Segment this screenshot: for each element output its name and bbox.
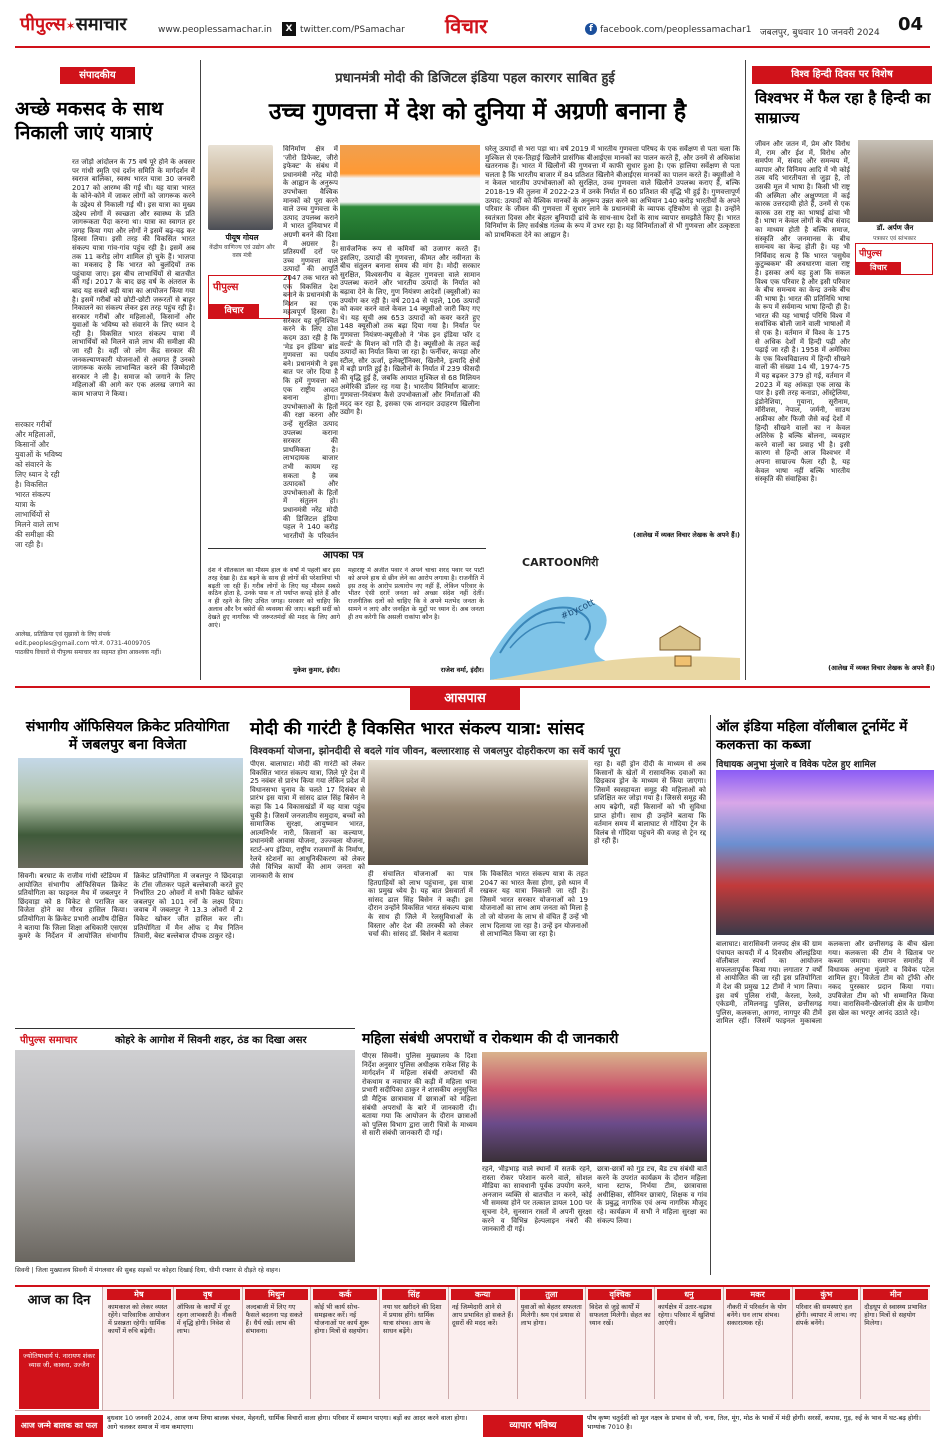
footer-disclaimer: पाठकीय विचारों से पीपुल्स समाचार का सहमत होना आवश्यक नहीं। (15, 649, 162, 656)
zodiac-card (311, 1287, 380, 1399)
zodiac-card (243, 1287, 312, 1399)
box-section: विचार (209, 304, 259, 318)
zodiac-card (449, 1287, 518, 1399)
seoni-header (15, 1028, 355, 1048)
editorial-footer (15, 630, 195, 657)
zodiac-name: कर्क (313, 1289, 377, 1300)
main-col4: घरेलू उत्पादों से भरा पड़ा था। वर्ष 2019 में भारतीय गुणवत्ता परिषद के एक सर्वेक्षण से पता चला कि मुश्किल से एक-तिहाई खिलौने प्रासंगिक बीआईएस मानकों का पालन करते हैं, और उनमें से अधिकांश खतरनाक हैं। भारत में खिलौनों की गुणवत्ता में काफी सुधार हुआ है। एक हालिया सर्वेक्षण से पता चलता है कि भारतीय बाजार में 84 प्रतिशत खिलौने बीआईएस मानकों का पालन करते हैं। क्यूसीओ ने न केवल भारतीय उपभोक्ताओं को सुरक्षित, उच्च गुणवत्ता वाले खिलौने उपलब्ध कराए हैं, बल्कि 2018-19 की तुलना में 2022-23 में उनके निर्यात में 60 प्रतिशत की वृद्धि भी हुई है। गुणवत्तापूर्ण उत्पाद: उत्पादों को वैश्विक मानकों के अनुरूप उन्नत करने का अभियान 140 करोड़ भारतीयों के अपने परिवार के जीवन की गुणवत्ता में सुधार लाने के प्रधानमंत्री के व्यापक दृष्टिकोण से जुड़ा है। उन्होंने स्वतंत्रता दिवस और बेहतर बुनियादी ढांचे के साथ-साथ देशों के साथ व्यापार समझौते किए हैं। भारत विनिर्माण के लिए सर्वश्रेष्ठ गंतव्य के रूप में उभर रहा है। यह विनिर्माताओं से भी गुणवत्ता और उत्कृष्टता को प्राथमिकता देने का आह्वान है। (485, 145, 740, 239)
letters-title: आपका पत्र (322, 550, 364, 561)
editorial-title: अच्छे मकसद के साथ निकाली जाएं यात्राएं (15, 98, 164, 144)
divider (200, 60, 201, 680)
aaj-band-label: आज जन्मे बालक का फल (15, 1415, 103, 1437)
zodiac-text: नौकरी में परिवर्तन के योग बनेंगे। धन लाभ संभव। सकारात्मक रहें। (726, 1303, 787, 1327)
page-number: 04 (898, 14, 924, 35)
modi-title: मोदी की गारंटी है विकसित भारत संकल्प यात्रा: सांसद (250, 719, 584, 739)
zodiac-name: धनु (657, 1289, 721, 1300)
letter-2: महाराष्ट्र में अजीत पवार ने अपने चाचा शरद पवार पर पार्टी को अपने हाथ से छीन लेने का आरोप लगाया है। राजनीति में इस तरह के आरोप प्रत्यारोप नए नहीं हैं, लेकिन परिवार के भीतर ऐसी दरारें जनता को अच्छा संदेश नहीं देतीं। राजनीतिक दलों को चाहिए कि वे अपने मतभेद जनता के सामने न लाएं और जनहित के मुद्दों पर ध्यान दें। अब जनता ही तय करेगी कि असली राकांपा कौन है। (348, 567, 484, 621)
zodiac-name: कन्या (451, 1289, 515, 1300)
horoscope (15, 1285, 930, 1410)
zodiac-card (724, 1287, 793, 1399)
vyapar-text: पौष कृष्ण चतुर्दशी को मूल नक्षत्र के प्रभाव से जौ, चना, तिल, मूंग, मोठ के भावों में मंदी होगी। सरसों, कपास, गुड़, रुई के भाव में घट-बढ़ होगी। भाग्यांक 7010 है। (587, 1414, 921, 1431)
cartoon-tag: #bycott (559, 597, 597, 623)
letters-box (208, 548, 486, 680)
aaspaas-title: आसपास (410, 688, 520, 710)
zodiac-text: कामकाज को लेकर व्यस्त रहेंगे। पारिवारिक आयोजन में प्रसन्नता रहेगी। धार्मिक कार्यों में रुचि बढ़ेगी। (108, 1303, 170, 1335)
author-name: पीयूष गोयल (225, 233, 259, 242)
vyapar-label: व्यापार भविष्य (483, 1415, 583, 1437)
letter-1: देश ने शीतकाल का मौसम हाल के वर्षों में पहली बार इस तरह देखा है। ठंड बढ़ने के साथ ही लोगों की परेशानियां भी बढ़ती जा रही हैं। गरीब लोगों के लिए यह मौसम सबसे कठिन होता है, उनके पास न तो पर्याप्त कपड़े होते हैं और न ही रहने के लिए उचित जगह। सरकार को चाहिए कि अलाव और रैन बसेरों की व्यवस्था की जाए। बढ़ती सर्दी को देखते हुए नागरिक भी जरूरतमंदों की मदद के लिए आगे आएं। (208, 567, 340, 629)
zodiac-card (174, 1287, 243, 1399)
zodiac-text: विदेश से जुड़े कार्यों में सफलता मिलेगी। सेहत का ध्यान रखें। (589, 1303, 651, 1327)
facebook-icon: f (585, 23, 597, 35)
footer-email[interactable]: edit.peoples@gmail.com फो.नं. 0731-4009705 (15, 640, 151, 647)
cartoon (490, 550, 740, 680)
volley-body: बालाघाट। वारासिवनी जनपद क्षेत्र की ग्राम पंचायत कायदी में 4 दिवसीय ऑलइंडिया वॉलीबाल स्पर्धा का आयोजन सफलतापूर्वक किया गया। लगातार 7 वर्षों से आयोजित की जा रही इस प्रतियोगिता में देश की प्रमुख 12 टीमों ने भाग लिया। इस वर्ष पुलिस रांची, केरला, रेलवे, एकेडमी, तमिलनाडु पुलिस, छत्तीसगढ़ पुलिस, कलकत्ता, आगरा, नागपुर की टीमें शामिल रहीं। जिसमें फाइनल मुकाबला कलकत्ता और छत्तीसगढ़ के बीच खेला गया। कलकत्ता की टीम ने खिताब पर कब्जा जमाया। समापन समारोह में विधायक अनुभा मुंजारे व विवेक पटेल शामिल हुए। विजेता टीम को ट्रॉफी और नकद पुरस्कार प्रदान किया गया। उपविजेता टीम को भी सम्मानित किया गया। वारासिवनी-खैरलांजी क्षेत्र के ग्रामीण इस खेल का भरपूर आनंद उठाते रहे। (716, 940, 934, 1026)
zodiac-text: कार्यक्षेत्र में उतार-चढ़ाव रहेगा। परिवार में खुशियां आएंगी। (658, 1303, 715, 1327)
seoni-logo: पीपुल्स समाचार (20, 1035, 78, 1046)
zodiac-name: तुला (520, 1289, 584, 1300)
hindi-box-section: विचार (856, 262, 901, 274)
zodiac-card (105, 1287, 174, 1399)
twitter-link[interactable]: twitter.com/PSamachar (300, 25, 405, 35)
zodiac-text: ऑफिस के कार्यों में दूर रहना लाभकारी है। नौकरी में वृद्धि होगी। निवेश से लाभ। (176, 1303, 237, 1335)
zodiac-text: परिवार की समस्याएं हल होंगी। व्यापार में लाभ। नए संपर्क बनेंगे। (795, 1303, 857, 1327)
volley-subtitle: विधायक अनुभा मुंजारे व विवेक पटेल हुए शामिल (716, 760, 876, 770)
box-logo: पीपुल्स (213, 282, 239, 293)
zodiac-card (655, 1287, 724, 1399)
twitter-icon: X (282, 22, 296, 36)
zodiac-card (586, 1287, 655, 1399)
divider (710, 715, 711, 1275)
seoni-title: कोहरे के आगोश में सिवनी शहर, ठंड का दिखा असर (115, 1035, 307, 1046)
modi-col2: ही संचालित योजनाओं का पात्र हितग्राहियों को लाभ पहुंचाना, इस यात्रा का प्रमुख ध्येय है। यह बात प्रेसवार्ता में सांसद ढाल सिंह बिसेन ने कही। इस दौरान उन्होंने विकसित भारत संकल्प यात्रा के साथ ही जिले में रेलसुविधाओं के विस्तार और देश की तरक्की को लेकर चर्चा की। सांसद डॉ. बिसेन ने बताया (368, 870, 473, 939)
aaj-box (15, 1287, 103, 1412)
hindi-box-logo: पीपुल्स (859, 249, 882, 259)
zodiac-card (861, 1287, 930, 1399)
bottom-band (15, 1410, 930, 1440)
editorial-tag: संपादकीय (60, 67, 135, 84)
divider (745, 60, 746, 680)
women-title: महिला संबंधी अपराधों व रोकथाम की दी जानकारी (362, 1031, 619, 1047)
zodiac-name: वृश्चिक (588, 1289, 652, 1300)
women-photo (482, 1052, 707, 1162)
logo-part-b: समाचार (75, 14, 127, 35)
issue-date: जबलपुर, बुधवार 10 जनवरी 2024 (760, 28, 880, 38)
women-col2: रहने, भीड़भाड़ वाले स्थानों में सतर्क रहने, रास्ता रोकर परेशान करने वाले, सोशल मीडिया का सावधानी पूर्वक उपयोग करने, अनजान व्यक्ति से बातचीत न करने, कोई भी समस्या होने पर तत्काल डायल 100 पर सूचना देने, सुनसान रास्तों में अपनी सुरक्षा करने व विभिन्न हेल्पलाइन नंबरों की जानकारी दी गई। (482, 1165, 592, 1234)
letter-1-signature: मुकेश कुमार, इंदौर। (293, 666, 340, 674)
logo-part-a: पीपुल्स (20, 14, 66, 35)
zodiac-name: सिंह (382, 1289, 446, 1300)
editorial-body: रत जोड़ो आंदोलन के 75 वर्ष पूरे होने के अवसर पर गांधी स्मृति एवं दर्शन समिति के मार्गदर्शन में स्वराज बालिका, स्वस्थ भारत यात्रा 30 जनवरी 2017 को आरम्भ की गई थी। यह यात्रा भारत के कोने-कोने में जाकर लोगों को जागरूक करने के उद्देश्य से निकाली गई थी। इस यात्रा का मुख्य उद्देश्य लोगों में स्वच्छता और स्वास्थ्य के प्रति जागरूकता पैदा करना था। यात्रा का स्वागत हर जगह किया गया और लोगों ने इसमें बढ़-चढ़ कर हिस्सा लिया। इसी तरह की विकसित भारत संकल्प यात्रा गांव-गांव पहुंच रही है। इसमें अब तक 11 करोड़ लोग शामिल हो चुके हैं। भाजपा का मकसद है कि भारत को बुलंदियों तक पहुंचाया जाए। इस बीच लाभार्थियों से बातचीत की गई। 2017 के बाद छह वर्ष के अंतराल के बाद यह सबसे बड़ी यात्रा का आयोजन किया गया है। इसमें गरीबों को छोटी-छोटी जरूरतों से बाहर निकालने का संकल्प लेकर इस तरह पहुंच रही है। सरकार गरीबों और महिलाओं, किसानों और युवाओं के भविष्य को संवारने के लिए ध्यान दे रही है। विकसित भारत संकल्प यात्रा में लाभार्थियों को मिलने वाले लाभ की समीक्षा की जा रही है। वहीं जो लोग केंद्र सरकार की जनकल्याणकारी योजनाओं से अवगत हैं उनको जागरूक करके लाभान्वित करने की जिम्मेदारी सरकार ने ली है। समाज को जगाने के लिए महिलाओं की आगे कर एक अलख जगाने का काम भाजपा ने किया। (72, 158, 195, 399)
section-title: विचार (445, 14, 488, 38)
aaj-astrologer: ज्योतिषाचार्य पं. नारायण शंकर व्यास जी, काकरा, उज्जैन (19, 1349, 99, 1409)
seoni-photo (15, 1050, 355, 1262)
aaspaas-band (15, 686, 930, 710)
main-title: उच्च गुणवत्ता में देश को दुनिया में अग्रणी बनाना है (268, 99, 687, 125)
zodiac-name: मेष (107, 1289, 171, 1300)
hindi-day-tag: विश्व हिन्दी दिवस पर विशेष (752, 66, 932, 84)
main-col2: विनिर्माण क्षेत्र में 'जीरो डिफेक्ट, जीरो इफेक्ट' के संबंध में प्रधानमंत्री नरेंद्र मोदी के आह्वान के अनुरूप उपभोक्ता वैश्विक मानकों को पूरा करने वाले उच्च गुणवत्ता के उत्पाद उपलब्ध कराने में भारत दुनियाभर में अग्रणी बनने की दिशा में अग्रसर है। प्रतिस्पर्धी दरों पर उच्च गुणवत्ता वाले उत्पादों की आपूर्ति 2047 तक भारत को एक विकसित देश बनाने के प्रधानमंत्री के मिशन का एक महत्वपूर्ण हिस्सा है। सरकार यह सुनिश्चित करने के लिए ठोस कदम उठा रही है कि 'मेड इन इंडिया' ब्रांड गुणवत्ता का पर्याय बने। प्रधानमंत्री ने इस बात पर जोर दिया है कि हमें गुणवत्ता को एक राष्ट्रीय आदत बनाना होगा। उपभोक्ताओं के हितों की रक्षा करना और उन्हें सुरक्षित उत्पाद उपलब्ध कराना सरकार की प्राथमिकता है। लाभदायक बाजार तभी कायम रह सकता है जब उत्पादकों और उपभोक्ताओं के हितों में संतुलन हो। प्रधानमंत्री नरेंद्र मोदी की डिजिटल इंडिया पहल ने 140 करोड़ भारतीयों के परिवर्तन (283, 145, 338, 540)
zodiac-name: मिथुन (245, 1289, 309, 1300)
facebook-link[interactable]: facebook.com/peoplessamachar1 (600, 25, 752, 35)
main-col3: सार्वजनिक रूप से कमियों को उजागर करते हैं। इसलिए, उत्पादों की गुणवत्ता, कीमत और नवीनता के बीच संतुलन बनाना समय की मांग है। मोदी सरकार सुरक्षित, विश्वसनीय व बेहतर गुणवत्ता वाले सामान उपलब्ध कराने और भारतीय उत्पादों के निर्यात को बढ़ावा देने के लिए, गुण नियंत्रण आदेशों (क्यूसीओ) का उपयोग कर रही है। वर्ष 2014 से पहले, 106 उत्पादों को कवर करने वाले केवल 14 क्यूसीओ जारी किए गए थे। यह सूची अब 653 उत्पादों को कवर करते हुए 148 क्यूसीओ तक बढ़ा दिया गया है। निर्यात पर गुणवत्ता नियंत्रण-क्यूसीओ ने 'मेक इन इंडिया फॉर द वर्ल्ड' के मिशन को गति दी है। क्यूसीओ के तहत कई उत्पादों का निर्यात किया जा रहा है। फर्नीचर, कपड़ा और स्टील, सौर ऊर्जा, इलेक्ट्रॉनिक्स, खिलौने, इत्यादि क्षेत्रों में बड़ी प्रगति हुई है। खिलौनों के निर्यात में 239 फीसदी की वृद्धि हुई है, जबकि आयात मुश्किल से 68 मिलियन अमेरिकी डॉलर रह गया है। भारतीय विनिर्माण बाजार: गुणवत्ता-नियंत्रण कैसे उपभोक्ताओं और निर्माताओं की मदद कर रहा है, इसका एक शानदार उदाहरण खिलौना उद्योग है। (340, 245, 480, 417)
cricket-photo (18, 758, 243, 868)
zodiac-text: युवाओं को बेहतर सफलता मिलेगी। श्रम एवं प्रयास से लाभ होगा। (520, 1303, 582, 1327)
zodiac-text: जल्दबाजी में लिए गए फैसले बदलना पड़ सकते हैं। धैर्य रखें। लाभ की संभावना। (245, 1303, 303, 1335)
author-role: केंद्रीय वाणिज्य एवं उद्योग और वस्त्र मंत्री (209, 244, 275, 259)
hindi-author-role: पत्रकार एवं स्तंभकार (873, 236, 916, 242)
seoni-caption: सिवनी | जिला मुख्यालय सिवनी में मंगलवार की सुबह सड़कों पर कोहरा दिखाई दिया, धीमी रफ्तार से दौड़ते रहे वाहन। (15, 1267, 281, 1274)
footer-contact: आलेख, प्रतिक्रिया एवं सुझावों के लिए संपर्क (15, 631, 111, 638)
zodiac-text: नया घर खरीदने की दिशा में प्रयास होंगे। धार्मिक यात्रा संभव। आय के साधन बढ़ेंगे। (383, 1303, 442, 1335)
modi-subtitle: विश्वकर्मा योजना, झोनदीदी से बदले गांव जीवन, बल्लारशाह से जबलपुर दोहरीकरण का सर्वे कार्य पूरा (250, 746, 621, 757)
masthead-rule (15, 46, 930, 48)
cricket-title: संभागीय ऑफिसियल क्रिकेट प्रतियोगिता में जबलपुर बना विजेता (25, 719, 230, 753)
editorial-pullquote: सरकार गरीबों और महिलाओं, किसानों और युवाओं के भविष्य को संवारने के लिए ध्यान दे रही है। विकसित भारत संकल्प यात्रा के लाभार्थियों से मिलने वाले लाभ की समीक्षा की जा रही है। (15, 420, 63, 549)
modi-col3: कि विकसित भारत संकल्प यात्रा के तहत 2047 का भारत कैसा होगा, इसे ध्यान में रखकर यह यात्रा निकाली जा रही है। जिसमें भारत सरकार योजनाओं को 19 योजनाओं का लाभ आम जनता को मिला है तो जो योजना के लाभ से वंचित हैं उन्हें भी लाभ दिलाया जा रहा है। उन्हें इन योजनाओं से लाभान्वित किया जा रहा है। (480, 870, 588, 939)
modi-col4: रहा है। वहीं ड्रोन दीदी के माध्यम से अब किसानों के खेतों में रासायनिक दवाओं का छिड़काव ड्रोन के माध्यम से किया जाएगा। जिसमें स्वसहायता समूह की महिलाओं को प्रशिक्षित कर जोड़ा गया है। जिससे समूह की आय बढ़ेगी, वहीं किसानों को भी सुविधा प्राप्त होगी। साथ ही उन्होंने बताया कि वर्तमान समय में बालाघाट से गोंदिया ट्रेन के विलंब से गोंदिया पहुंचने की वजह से ट्रेन रद्द हो रही हैं। (594, 760, 706, 846)
cricket-body: सिवनी। बरघाट के राजीव गांधी स्टेडियम में आयोजित संभागीय ऑफिसियल क्रिकेट प्रतियोगिता का फाइनल मैच में जबलपुर ने छिंदवाड़ा को 8 विकेट से पराजित कर विजेता होने का गौरव हासिल किया। प्रतियोगिता के क्रिकेट प्रभारी आशीष दीक्षित ने बताया कि जिला शिक्षा अधिकारी एसएस कुमरे के निर्देशन में आयोजित संभागीय क्रिकेट प्रतियोगिता में जबलपुर ने छिंदवाड़ा के टॉस जीतकर पहले बल्लेबाजी करते हुए निर्धारित 20 ओवरों में सभी विकेट खोकर जबलपुर को 101 रनों के लक्ष्य दिया। जवाब में जबलपुर ने 13.3 ओवरों में 2 विकेट खोकर जीत हासिल कर ली। प्रतियोगिता में मैन ऑफ द मैच नितिन तिवारी, बेस्ट बल्लेबाज दीपक ठाकुर रहे। (18, 872, 243, 941)
hindi-day-closing: (आलेख में व्यक्त विचार लेखक के अपने हैं।) (828, 664, 935, 672)
volley-photo (716, 770, 934, 935)
volley-title: ऑल इंडिया महिला वॉलीबाल टूर्नामेंट में कलकत्ता का कब्जा (716, 719, 908, 753)
zodiac-text: कोई भी कार्य सोच-समझकर करें। नई योजनाओं पर कार्य शुरू होगा। मित्रों से सहयोग। (314, 1303, 369, 1335)
zodiac-card (793, 1287, 862, 1399)
zodiac-name: कुंभ (795, 1289, 859, 1300)
hindi-day-body: जीवन और जतन में, प्रेम और विरोध में, राम और ईश में, विरोध और समर्पण में, संवाद और समन्वय में, व्यापार और विनिमय आदि में भी कोई तत्व यदि भारतीयता से जुड़ा है, तो उसकी मूल में भाषा है। किसी भी राष्ट्र की अस्मिता और अक्षुण्णता में कई कारक उत्तरदायी होते हैं, उनमें से एक कारक उस राष्ट्र का भाषाई ढांचा भी है। भाषा न केवल लोगों के बीच संवाद का माध्यम होती है बल्कि समाज, संस्कृति और जनमानस के बीच समन्वय का केन्द्र होती है। यह भी निर्विवाद सत्य है कि भारत 'वसुधैव कुटुम्बकम' की अवधारणा वाला राष्ट्र है। इसका अर्थ यह हुआ कि सकल विश्व एक परिवार है और इसी परिवार के बीच समन्वय का केन्द्र उनके बीच की भाषा है। भारत की प्रतिनिधि भाषा के रूप में सर्वमान्य भाषा हिन्दी ही है। भारत की यह भाषाई परिधि विश्व में सर्वाधिक बोली जाने वाली भाषाओं में से एक है। वर्तमान में विश्व के 175 से अधिक देशों में हिन्दी पढ़ी और पढ़ाई जा रही है। 1958 में अमेरिका के एक विश्वविद्यालय में हिन्दी सीखने वालों की संख्या 14 थी, 1974-75 में यह बढ़कर 379 हो गई, वर्तमान में 2023 में यह आंकड़ा एक लाख के पार है। इसी तरह कनाडा, ऑस्ट्रेलिया, इंडोनेशिया, गुयाना, सूरीनाम, मॉरीशस, नेपाल, जर्मनी, साउथ अफ्रीका और फिजी जैसे कई देशों में हिन्दी सीखने वालों का न केवल अतिरेक है बल्कि बोलना, व्यवहार करने वालों का प्रवाह भी है। इसी कारण से हिन्दी आज विश्वभर में अपना साम्राज्य फैला रही है, यह केवल भाषा नहीं बल्कि भारतीय संस्कृति की संवाहिका है। (755, 140, 853, 484)
zodiac-text: दौड़धूप से स्वास्थ्य प्रभावित होगा। मित्रों से सहयोग मिलेगा। (864, 1303, 927, 1327)
cartoon-drawing (490, 568, 740, 680)
modi-col1: पीएस. बालाघाट। मोदी की गारंटी को लेकर विकसित भारत संकल्प यात्रा, जिले पूरे देश में 25 नवंबर से प्रारंभ किया गया लेकिन प्रदेश में विधानसभा चुनाव के चलते 17 दिसंबर से प्रारंभ इस यात्रा में सांसद ढाल सिंह बिसेन ने कहा कि 14 विकासखंडों में यह यात्रा पहुंच चुकी है। जिसमें जनजातीय समुदाय, बच्चों को सामाजिक सुरक्षा, आयुष्मान भारत, आत्मनिर्भर नारी, किसानों का कल्याण, प्रधानमंत्री आवास योजना, उज्ज्वला योजना, स्टार्ट-अप इंडिया, राष्ट्रीय राजमार्गों के निर्माण, रेलवे स्टेशनों का आधुनिकीकरण को लेकर जैसे विभिन्न कार्यों की आम जनता को जानकारी के साथ (250, 760, 365, 880)
website-link[interactable]: www.peoplessamachar.in (158, 25, 272, 35)
masthead (0, 0, 945, 58)
zodiac-grid (105, 1287, 930, 1399)
women-col3: छात्रा-छात्रों को गुड टच, बैड टच संबंधी बातें करने के उपरांत कार्यक्रम के दौरान महिला थाना स्टाफ, निर्भया टीम, छात्रावास अधीक्षिका, सीनियर छात्राएं, शिक्षक व गांव के प्रबुद्ध नागरिक एवं अन्य नागरिक मौजूद रहे। कार्यक्रम में सभी ने महिला सुरक्षा का संकल्प लिया। (597, 1165, 707, 1225)
flag-photo (340, 145, 480, 240)
main-col2-b (208, 330, 338, 535)
zodiac-card (380, 1287, 449, 1399)
zodiac-card (518, 1287, 587, 1399)
women-col1: पीएस सिवनी। पुलिस मुख्यालय के दिशा निर्देश अनुसार पुलिस अधीक्षक राकेश सिंह के मार्गदर्शन में महिला संबंधी अपराधों की रोकथाम व नवाचार की कड़ी में महिला थाना प्रभारी सदीपिका ठाकुर ने शासकीय अनुसूचित प्री मैट्रिक छात्रावास में छात्राओं को महिला संबंधी अपराधों के बारे में जानकारी दी। बताया गया कि आयोजन के दौरान छात्राओं को पुलिस विभाग द्वारा जारी चित्रों के माध्यम से सारी संबंधी जानकारी दी गई। (362, 1052, 477, 1138)
letter-2-signature: राजेश वर्मा, इंदौर। (440, 666, 484, 674)
modi-photo (368, 760, 588, 865)
hindi-author-name: डॉ. अर्पण जैन (876, 224, 914, 232)
zodiac-text: नई जिम्मेदारी आने से आप प्रभावित हो सकते हैं। दूसरों की मदद करें। (451, 1303, 514, 1327)
main-closing: (आलेख में व्यक्त विचार लेखक के अपने हैं।) (633, 531, 740, 539)
zodiac-name: मीन (863, 1289, 928, 1300)
hindi-day-title: विश्वभर में फैल रहा है हिन्दी का साम्राज्य (755, 89, 931, 127)
aaj-title: आज का दिन (27, 1293, 91, 1308)
cartoon-title: CARTOONगिरी (522, 556, 599, 569)
main-kicker: प्रधानमंत्री मोदी की डिजिटल इंडिया पहल कारगर साबित हुई (335, 71, 615, 86)
aaj-band-text: बुधवार 10 जनवरी 2024, आज जन्म लिया बालक चंचल, मेहनती, धार्मिक विचारों वाला होगा। परिवार में सम्मान पाएगा। बड़ों का आदर करने वाला होगा। आगे चलकर समाज में नाम कमाएगा। (107, 1414, 468, 1431)
zodiac-name: मकर (726, 1289, 790, 1300)
zodiac-name: वृष (176, 1289, 240, 1300)
masthead-logo[interactable]: पीपुल्स✶समाचार (20, 14, 127, 35)
